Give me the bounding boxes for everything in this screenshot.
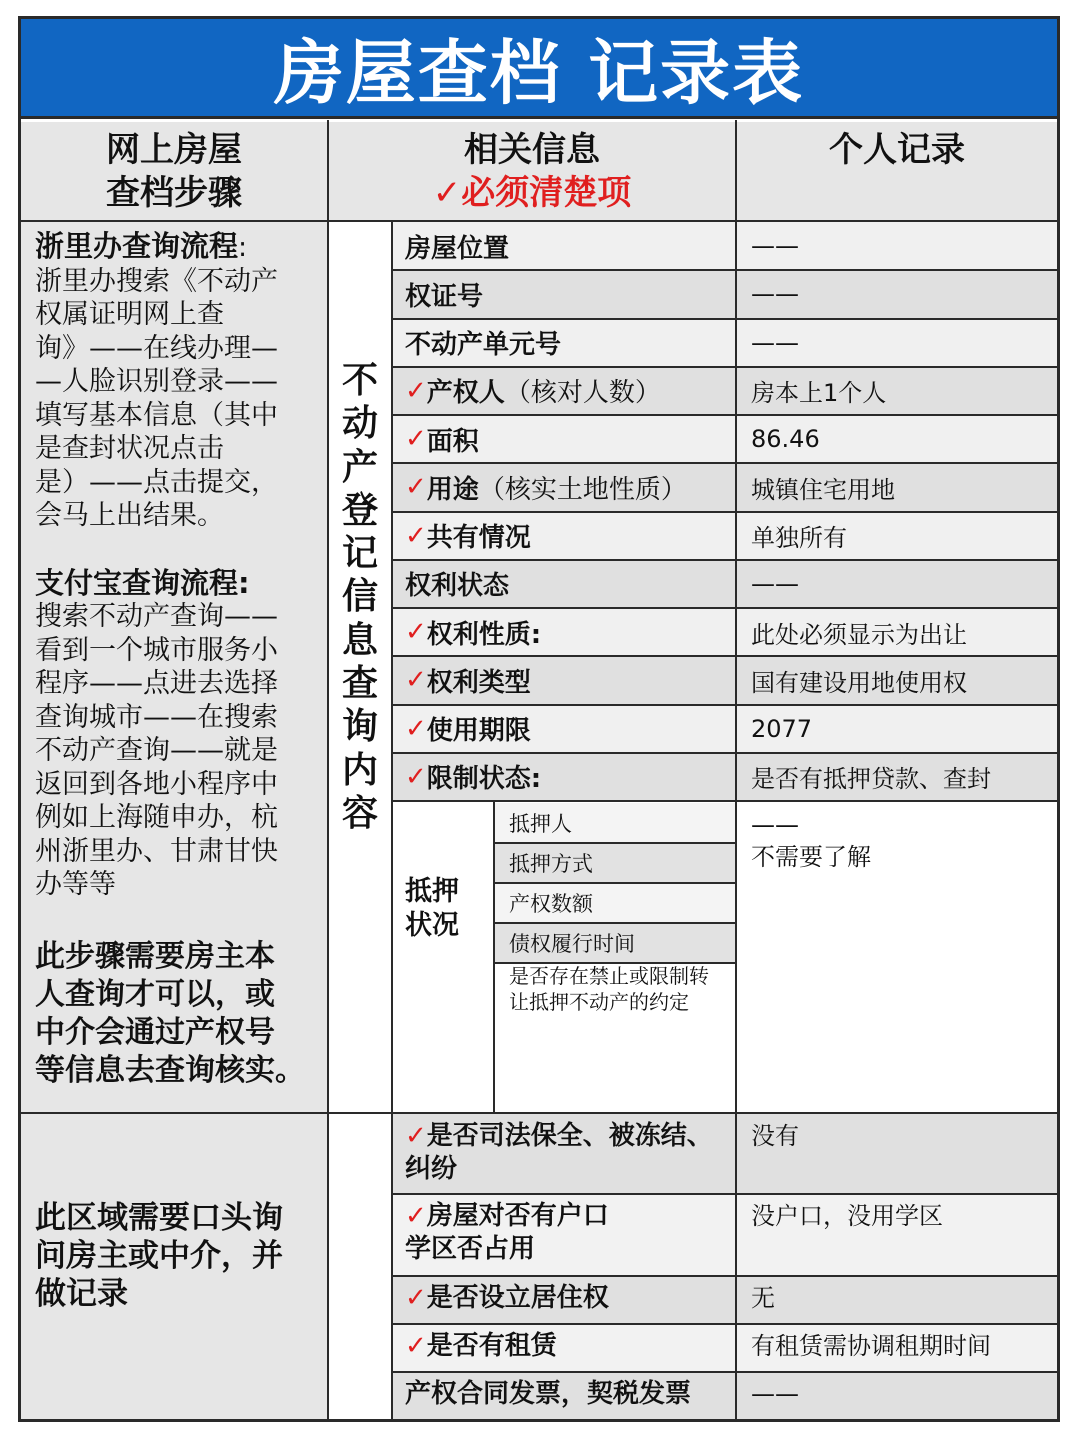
info-row-label — [393, 608, 735, 656]
vertical-label-char: 内 — [341, 749, 378, 791]
vertical-label-char: 息 — [341, 619, 378, 661]
info-row-name: 不动产单元号 — [405, 330, 562, 361]
grid-hline — [391, 1323, 1057, 1325]
bottom-row-label-line — [405, 1378, 735, 1411]
info-row-value — [737, 608, 1057, 656]
info-row-name: 权利状态 — [405, 571, 510, 602]
bottom-row-label-text: 纠纷 — [405, 1154, 458, 1184]
vertical-label-char: 不 — [341, 360, 378, 401]
check-icon: ✓ — [405, 424, 427, 455]
verbal-inquiry-line: 此区域需要口头询 — [35, 1200, 283, 1236]
left-steps-text — [21, 230, 327, 1090]
header-info — [329, 129, 735, 215]
alipay-step-line: 例如上海随申办，杭 — [35, 802, 278, 833]
grid-hline — [493, 882, 735, 884]
grid-hline — [391, 1275, 1057, 1277]
grid-hline — [391, 752, 1057, 754]
bottom-row-label — [393, 1194, 735, 1276]
grid-hline — [391, 462, 1057, 464]
bottom-row-label — [393, 1324, 735, 1372]
mortgage-item-label: 抵押人 — [509, 812, 572, 836]
info-row-label — [393, 463, 735, 511]
grid-hline — [391, 366, 1057, 368]
page-title: 房屋查档 记录表 — [273, 32, 805, 114]
owner-note-line: 中介会通过产权号 — [35, 1014, 275, 1050]
info-row-value — [737, 463, 1057, 511]
bottom-row-value — [737, 1276, 1057, 1324]
alipay-step-line: 州浙里办、甘肃甘快 — [35, 835, 278, 867]
bottom-row-value — [737, 1324, 1057, 1372]
info-row-label — [393, 512, 735, 560]
owner-note-line: 此步骤需要房主本 — [35, 938, 275, 974]
bottom-spacer-cell — [329, 1114, 391, 1419]
zheli-step-line: 询》——在线办理— — [35, 332, 278, 364]
grid-vline — [735, 120, 737, 1420]
bottom-row-value-text: 无 — [751, 1284, 775, 1312]
info-row-value-text: —— — [751, 232, 799, 261]
grid-hline — [493, 962, 735, 964]
check-icon: ✓ — [432, 173, 462, 213]
vertical-label — [329, 359, 391, 835]
bottom-row-label-text: 是否司法保全、被冻结、 — [426, 1121, 713, 1151]
zheli-step-line: 是查封状况点击 — [35, 433, 224, 464]
mortgage-record-note: 不需要了解 — [751, 843, 871, 871]
mortgage-label-line2: 状况 — [405, 910, 459, 941]
grid-hline — [391, 559, 1057, 561]
grid-hline — [493, 922, 735, 924]
zheli-title: 浙里办查询流程 — [35, 229, 239, 263]
grid-hline — [21, 220, 1057, 222]
mortgage-restriction-line2: 让抵押不动产的约定 — [509, 990, 689, 1014]
info-row-value-text: 此处必须显示为出让 — [751, 620, 967, 649]
info-row-value — [737, 705, 1057, 753]
mortgage-record — [737, 809, 1057, 873]
info-row-name: 面积 — [426, 426, 479, 457]
info-row-label — [393, 705, 735, 753]
bottom-row-value-text: —— — [751, 1380, 799, 1408]
mortgage-label-line1: 抵押 — [405, 876, 459, 907]
vertical-label-char: 容 — [341, 792, 378, 834]
mortgage-restriction — [495, 963, 735, 1015]
grid-vline — [391, 220, 393, 1420]
bottom-row-value-text: 有租赁需协调租期时间 — [751, 1332, 991, 1360]
info-row-value-text: 单独所有 — [751, 524, 847, 553]
alipay-step-line: 返回到各地小程序中 — [35, 768, 278, 800]
info-row-label — [393, 656, 735, 704]
grid-hline — [391, 511, 1057, 513]
info-row-hint: （核对人数） — [504, 378, 661, 409]
mortgage-item — [495, 843, 735, 883]
info-row-value — [737, 270, 1057, 318]
bottom-row-value — [737, 1372, 1057, 1419]
mortgage-restriction-line1: 是否存在禁止或限制转 — [509, 964, 709, 988]
verbal-inquiry-line: 做记录 — [35, 1276, 128, 1312]
grid-hline — [391, 318, 1057, 320]
grid-hline — [21, 1112, 1057, 1114]
mortgage-item-label: 债权履行时间 — [509, 932, 635, 956]
verbal-inquiry-line: 问房主或中介，并 — [35, 1238, 283, 1274]
header-info-line1: 相关信息 — [464, 130, 600, 170]
zheli-step-line: 填写基本信息（其中 — [35, 399, 278, 431]
info-row-label — [393, 753, 735, 801]
mortgage-item-label: 产权数额 — [509, 892, 593, 916]
vertical-label-char: 查 — [341, 663, 378, 705]
zheli-step-line: 是）——点击提交， — [35, 466, 278, 498]
bottom-row-label-text: 学区否占用 — [405, 1234, 536, 1264]
vertical-label-char: 记 — [341, 533, 378, 575]
vertical-label-char: 产 — [341, 446, 378, 488]
owner-note-line: 人查询才可以，或 — [35, 976, 275, 1012]
bottom-row-label-text: 是否有租赁 — [426, 1331, 557, 1361]
grid-hline — [493, 842, 735, 844]
alipay-step-line: 办等等 — [35, 869, 116, 900]
alipay-step-line: 查询城市——在搜索 — [35, 701, 278, 733]
header-steps-line1: 网上房屋 — [106, 130, 242, 170]
bottom-row-label-line — [405, 1282, 735, 1315]
info-row-label — [393, 560, 735, 608]
info-row-value-text: 86.46 — [751, 425, 820, 454]
alipay-step-line: 程序——点进去选择 — [35, 668, 278, 699]
grid-vline — [493, 801, 495, 1112]
info-row-value — [737, 367, 1057, 415]
info-row-name: 使用期限 — [426, 716, 531, 747]
vertical-label-char: 信 — [341, 576, 378, 618]
check-icon: ✓ — [405, 1121, 427, 1151]
bottom-row-value-text: 没有 — [751, 1122, 799, 1150]
check-icon: ✓ — [405, 1331, 427, 1361]
info-row-value-text: 国有建设用地使用权 — [751, 668, 967, 697]
info-row-value — [737, 560, 1057, 608]
bottom-row-value-text: 没户口，没用学区 — [751, 1202, 943, 1230]
check-icon: ✓ — [405, 761, 427, 792]
grid-hline — [391, 1371, 1057, 1373]
bottom-row-label — [393, 1276, 735, 1324]
zheli-step-line: 权属证明网上查 — [35, 299, 224, 330]
zheli-steps — [35, 265, 319, 533]
check-icon: ✓ — [405, 665, 427, 696]
info-row-value — [737, 415, 1057, 463]
zheli-colon: : — [238, 232, 248, 263]
check-icon: ✓ — [405, 1283, 427, 1313]
mortgage-item — [495, 883, 735, 923]
info-row-name: 用途 — [426, 474, 479, 505]
grid-hline — [391, 655, 1057, 657]
check-icon: ✓ — [405, 375, 427, 406]
info-row-value-text: —— — [751, 328, 799, 357]
header-record: 个人记录 — [829, 130, 965, 170]
info-row-value — [737, 656, 1057, 704]
bottom-row-label-line — [405, 1200, 735, 1233]
bottom-row-label-text: 产权合同发票，契税发票 — [405, 1379, 692, 1409]
bottom-row-label-line — [405, 1153, 735, 1186]
zheli-step-line: 会马上出结果。 — [35, 500, 224, 531]
grid-hline — [391, 704, 1057, 706]
info-row-value — [737, 319, 1057, 367]
vertical-label-char: 登 — [341, 489, 378, 531]
vertical-label-char: 动 — [341, 403, 378, 445]
info-row-name: 权利类型 — [426, 667, 531, 698]
info-row-hint: （核实土地性质） — [478, 474, 687, 505]
zheli-step-line: —人脸识别登录—— — [35, 366, 278, 397]
info-row-name: 限制状态: — [426, 764, 542, 795]
check-icon: ✓ — [405, 1201, 427, 1231]
mortgage-record-dash: —— — [751, 811, 799, 839]
grid-hline — [391, 269, 1057, 271]
info-row-value — [737, 512, 1057, 560]
bottom-row-label — [393, 1372, 735, 1419]
info-row-name: 产权人 — [426, 378, 505, 409]
record-sheet — [18, 16, 1060, 1422]
info-row-value — [737, 222, 1057, 270]
bottom-row-value — [737, 1114, 1057, 1194]
info-row-label — [393, 367, 735, 415]
info-row-name: 共有情况 — [426, 523, 531, 554]
mortgage-label — [405, 875, 459, 943]
check-icon: ✓ — [405, 713, 427, 744]
zheli-step-line: 浙里办搜索《不动产 — [35, 265, 278, 297]
bottom-row-label-line — [405, 1233, 735, 1266]
owner-note-line: 等信息去查询核实。 — [35, 1052, 305, 1088]
bottom-row-label-text: 是否设立居住权 — [426, 1283, 609, 1313]
info-row-label — [393, 415, 735, 463]
grid-hline — [391, 1193, 1057, 1195]
check-icon: ✓ — [405, 520, 427, 551]
alipay-step-line: 不动产查询——就是 — [35, 735, 278, 766]
info-row-name: 权证号 — [405, 281, 484, 312]
grid-hline — [391, 607, 1057, 609]
mortgage-item-label: 抵押方式 — [509, 852, 593, 876]
info-row-name: 权利性质: — [426, 619, 542, 650]
check-icon: ✓ — [405, 472, 427, 503]
info-row-label — [393, 222, 735, 270]
check-icon: ✓ — [405, 617, 427, 648]
title-bar — [21, 19, 1057, 119]
mortgage-item — [495, 923, 735, 963]
alipay-steps — [35, 600, 319, 902]
header-steps — [21, 129, 327, 215]
info-row-value-text: 2077 — [751, 714, 813, 743]
info-row-value-text: —— — [751, 280, 799, 309]
alipay-step-line: 搜索不动产查询—— — [35, 601, 278, 632]
bottom-row-value — [737, 1194, 1057, 1276]
header-required — [329, 172, 735, 215]
bottom-row-label-line — [405, 1330, 735, 1363]
header-required-label: 必须清楚项 — [461, 173, 632, 213]
bottom-row-label — [393, 1114, 735, 1194]
info-row-value-text: 房本上1个人 — [751, 379, 887, 408]
info-row-label — [393, 270, 735, 318]
grid-hline — [391, 800, 1057, 802]
vertical-label-char: 询 — [341, 706, 378, 748]
info-row-value-text: 是否有抵押贷款、查封 — [751, 765, 991, 794]
header-steps-line2: 查档步骤 — [106, 173, 242, 213]
owner-note — [35, 938, 319, 1090]
mortgage-item — [495, 803, 735, 843]
info-row-value — [737, 753, 1057, 801]
alipay-step-line: 看到一个城市服务小 — [35, 634, 278, 666]
bottom-row-label-line — [405, 1120, 735, 1153]
info-row-name: 房屋位置 — [405, 233, 510, 264]
grid-vline — [327, 120, 329, 1420]
grid-hline — [391, 414, 1057, 416]
info-row-label — [393, 319, 735, 367]
info-row-value-text: —— — [751, 569, 799, 598]
info-row-value-text: 城镇住宅用地 — [751, 475, 895, 504]
bottom-row-label-text: 房屋对否有户口 — [426, 1201, 609, 1231]
verbal-inquiry-note — [35, 1199, 325, 1313]
alipay-title: 支付宝查询流程: — [35, 565, 250, 600]
